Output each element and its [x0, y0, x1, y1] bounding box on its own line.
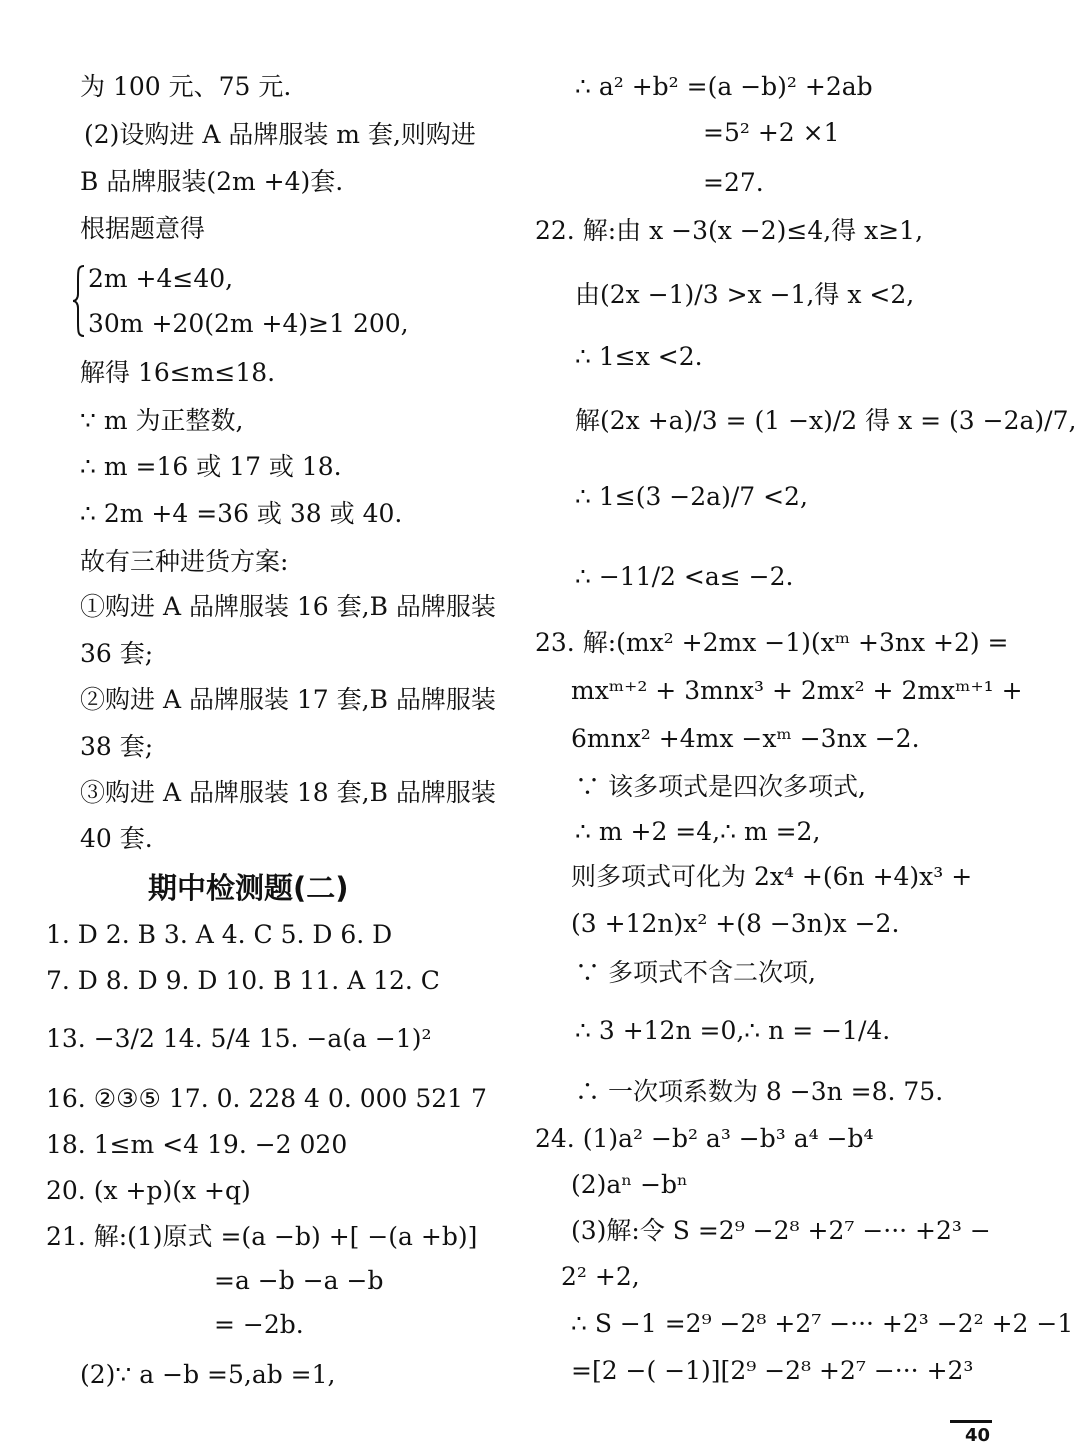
system-line-2: 30m +20(2m +4)≥1 200, — [88, 309, 409, 338]
left-brace — [72, 264, 86, 338]
answer-line: 13. −3/2 14. 5/4 15. −a(a −1)² — [46, 1024, 432, 1053]
text-line: ∴ m +2 =4,∴ m =2, — [575, 817, 821, 846]
text-line: 为 100 元、75 元. — [80, 72, 292, 101]
text-line: 2² +2, — [561, 1262, 640, 1291]
text-line: 根据题意得 — [80, 214, 206, 243]
text-line: (2)设购进 A 品牌服装 m 套,则购进 — [84, 120, 476, 149]
text-line: (3)解:令 S =2⁹ −2⁸ +2⁷ −··· +2³ − — [571, 1216, 991, 1245]
text-line: B 品牌服装(2m +4)套. — [80, 167, 344, 196]
text-line: =27. — [703, 168, 764, 197]
text-line: 24. (1)a² −b² a³ −b³ a⁴ −b⁴ — [535, 1124, 874, 1153]
text-line: ∵ 该多项式是四次多项式, — [575, 772, 866, 801]
text-line: ∴ 1≤(3 −2a)/7 <2, — [575, 482, 808, 511]
text-line: 故有三种进货方案: — [80, 547, 289, 576]
text-line: ∴ 1≤x <2. — [575, 342, 703, 371]
text-line: (3 +12n)x² +(8 −3n)x −2. — [571, 909, 900, 938]
answer-line: = −2b. — [214, 1310, 304, 1339]
text-line: 6mnx² +4mx −xᵐ −3nx −2. — [571, 724, 920, 753]
answer-line: 1. D 2. B 3. A 4. C 5. D 6. D — [46, 920, 393, 949]
text-line: ∴ 2m +4 =36 或 38 或 40. — [80, 499, 403, 528]
answer-line: =a −b −a −b — [214, 1266, 384, 1295]
text-line: ①购进 A 品牌服装 16 套,B 品牌服装 — [80, 592, 496, 621]
page-corner-bar — [950, 1420, 992, 1423]
text-line: 40 套. — [80, 824, 153, 853]
answer-line: 21. 解:(1)原式 =(a −b) +[ −(a +b)] — [46, 1222, 478, 1251]
text-line: ∴ 一次项系数为 8 −3n =8. 75. — [575, 1077, 944, 1106]
text-line: 则多项式可化为 2x⁴ +(6n +4)x³ + — [571, 862, 973, 891]
text-line: ③购进 A 品牌服装 18 套,B 品牌服装 — [80, 778, 496, 807]
text-line: mxᵐ⁺² + 3mnx³ + 2mx² + 2mxᵐ⁺¹ + — [571, 676, 1023, 705]
text-line: 解(2x +a)/3 = (1 −x)/2 得 x = (3 −2a)/7, — [575, 406, 1076, 435]
text-line: (2)aⁿ −bⁿ — [571, 1170, 688, 1199]
answer-line: 18. 1≤m <4 19. −2 020 — [46, 1130, 348, 1159]
text-line: ∴ −11/2 <a≤ −2. — [575, 562, 794, 591]
text-line: ②购进 A 品牌服装 17 套,B 品牌服装 — [80, 685, 496, 714]
text-line: ∵ 多项式不含二次项, — [575, 958, 816, 987]
answer-line: 7. D 8. D 9. D 10. B 11. A 12. C — [46, 966, 440, 995]
text-line: ∵ m 为正整数, — [80, 406, 244, 435]
text-line: 由(2x −1)/3 >x −1,得 x <2, — [575, 280, 915, 309]
answer-line: 16. ②③⑤ 17. 0. 228 4 0. 000 521 7 — [46, 1084, 487, 1113]
answer-line: 20. (x +p)(x +q) — [46, 1176, 251, 1205]
text-line: 38 套; — [80, 732, 154, 761]
answer-line: (2)∵ a −b =5,ab =1, — [80, 1360, 336, 1389]
text-line: ∴ 3 +12n =0,∴ n = −1/4. — [575, 1016, 891, 1045]
text-line: =[2 −( −1)][2⁹ −2⁸ +2⁷ −··· +2³ — [571, 1356, 974, 1385]
text-line: 36 套; — [80, 639, 154, 668]
text-line: 22. 解:由 x −3(x −2)≤4,得 x≥1, — [535, 216, 924, 245]
text-line: 解得 16≤m≤18. — [80, 358, 276, 387]
text-line: ∴ S −1 =2⁹ −2⁸ +2⁷ −··· +2³ −2² +2 −1 — [571, 1309, 1074, 1338]
text-line: 23. 解:(mx² +2mx −1)(xᵐ +3nx +2) = — [535, 628, 1009, 657]
page-number: 40 — [964, 1425, 990, 1446]
text-line: ∴ a² +b² =(a −b)² +2ab — [575, 72, 873, 101]
text-line: =5² +2 ×1 — [703, 118, 840, 147]
text-line: ∴ m =16 或 17 或 18. — [80, 452, 342, 481]
section-title: 期中检测题(二) — [148, 871, 349, 905]
system-line-1: 2m +4≤40, — [88, 264, 234, 293]
